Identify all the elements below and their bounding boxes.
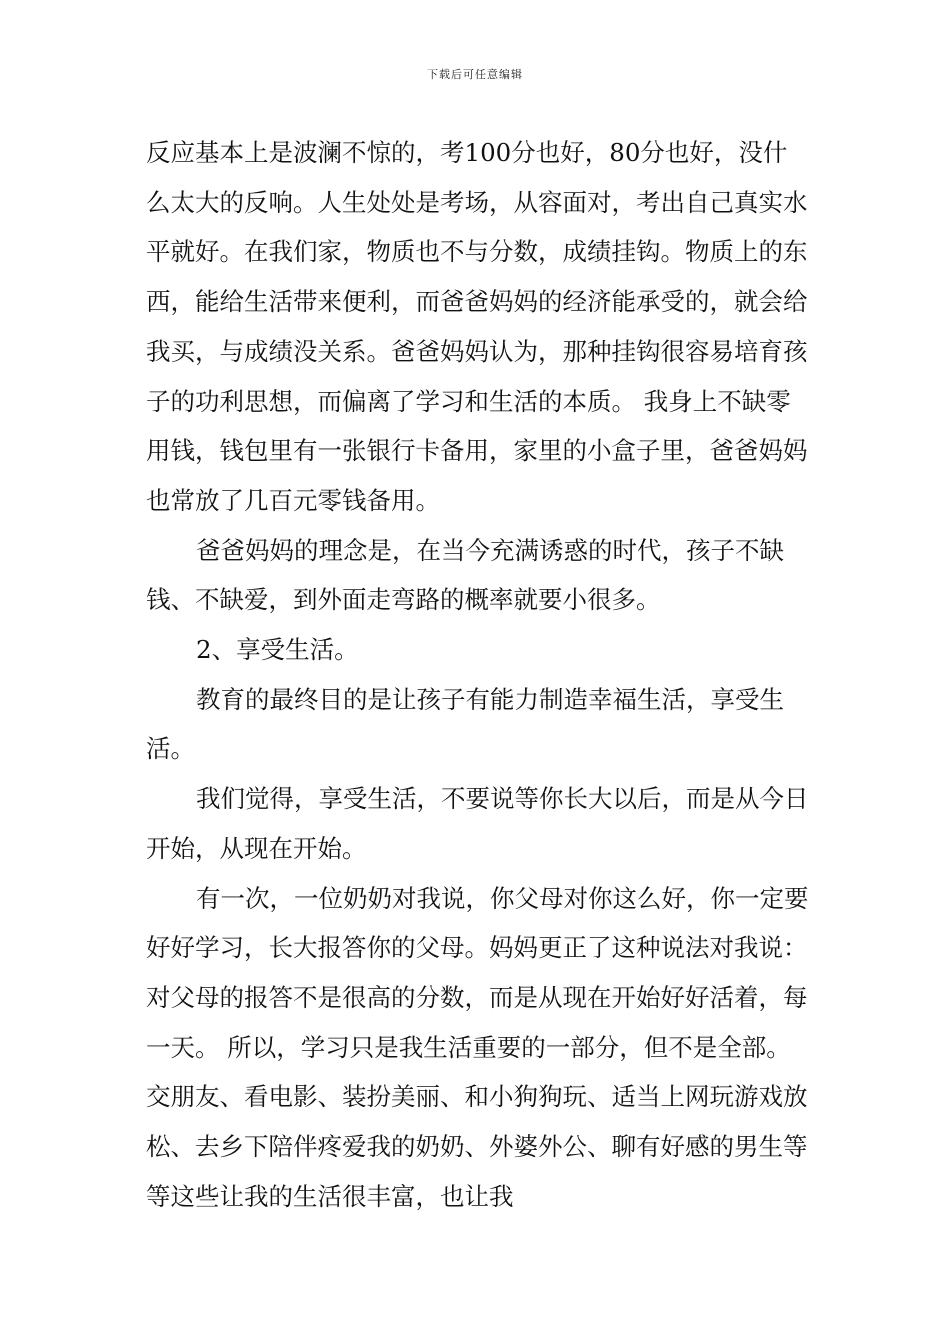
- paragraph-1: 反应基本上是波澜不惊的，考100分也好，80分也好，没什么太大的反响。人生处处是考场，从容面对，考出自己真实水平就好。在我们家，物质也不与分数，成绩挂钩。物质上的东西，能给生活带来便利，而爸爸妈妈的经济能承受的，就会给我买，与成绩没关系。爸爸妈妈认为，那种挂钩很容易培育孩子的功利思想，而偏离了学习和生活的本质。 我身上不缺零用钱，钱包里有一张银行卡备用，家里的小盒子里，爸爸妈妈也常放了几百元零钱备用。: [146, 138, 808, 515]
- page-header: 下载后可任意编辑: [427, 68, 523, 81]
- paragraph-3: 教育的最终目的是让孩子有能力制造幸福生活，享受生活。: [146, 684, 784, 764]
- paragraph-5: 有一次，一位奶奶对我说，你父母对你这么好，你一定要好好学习，长大报答你的父母。妈妈更正了这种说法对我说：对父母的报答不是很高的分数，而是从现在开始好好活着，每一天。 所以，学习只是我生活重要的一部分，但不是全部。交朋友、看电影、装扮美丽、和小狗狗玩、适当上网玩游戏放松、去乡下陪伴疼爱我的奶奶、外婆外公、聊有好感的男生等等这些让我的生活很丰富，也让我: [146, 883, 809, 1211]
- document-body: [146, 128, 810, 1221]
- paragraph-2: 爸爸妈妈的理念是，在当今充满诱惑的时代，孩子不缺钱、不缺爱，到外面走弯路的概率就要小很多。: [146, 535, 784, 615]
- section-heading: 2、享受生活。: [196, 635, 359, 665]
- paragraph-4: 我们觉得，享受生活，不要说等你长大以后，而是从今日开始，从现在开始。: [146, 784, 809, 863]
